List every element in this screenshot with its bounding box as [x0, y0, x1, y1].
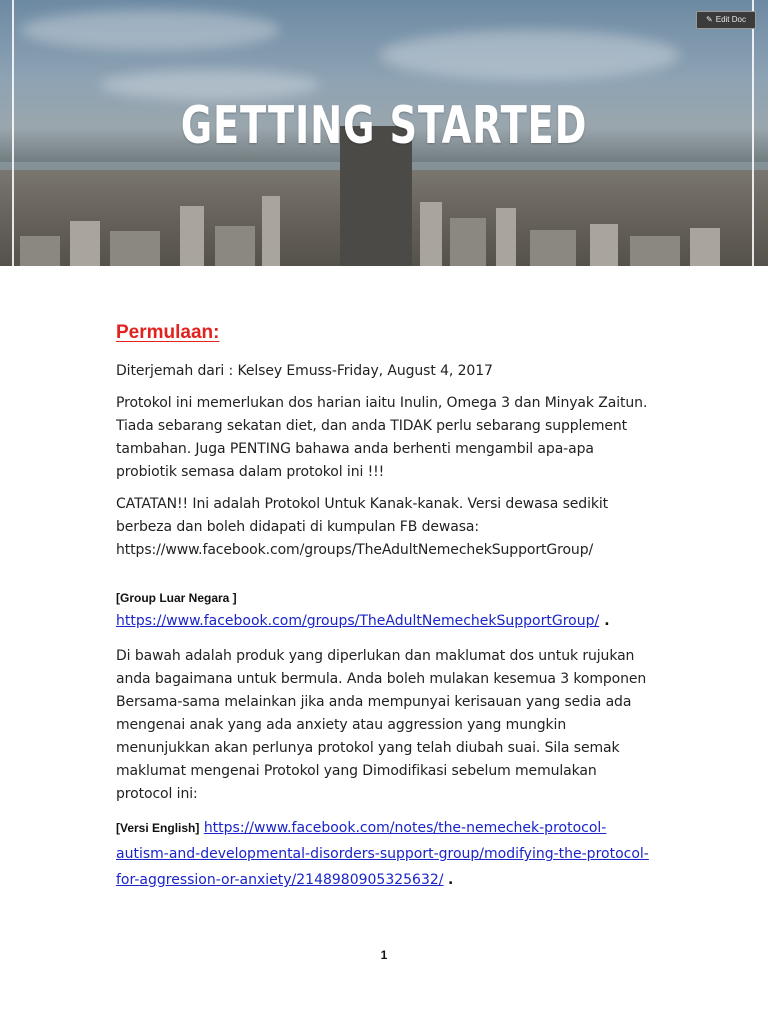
group-link-suffix: . — [604, 613, 610, 629]
header-banner — [0, 0, 768, 266]
paragraph-note: CATATAN!! Ini adalah Protokol Untuk Kanak-kanak. Versi dewasa sedikit berbeza dan boleh didapati di kumpulan FB dewasa: https://www.facebook.com/groups/TheAdultNemechekSupportGroup/ — [116, 496, 609, 558]
versi-link-suffix: . — [447, 872, 454, 888]
document-body — [116, 322, 656, 893]
group-link-line — [116, 610, 656, 631]
cloud-decoration — [20, 10, 280, 50]
frame-line-left — [12, 0, 14, 266]
group-label: [Group Luar Negara ] — [116, 591, 237, 605]
translated-from-line: Diterjemah dari : Kelsey Emuss-Friday, August 4, 2017 — [116, 363, 493, 379]
group-block — [116, 588, 656, 631]
paragraph-dosage: Protokol ini memerlukan dos harian iaitu Inulin, Omega 3 dan Minyak Zaitun. Tiada sebarang sekatan diet, dan anda TIDAK perlu sebarang supplement tambahan. Juga PENTING bahawa anda berhenti mengambil apa-apa probiotik semasa dalam protokol ini !!! — [116, 395, 648, 480]
frame-line-right — [752, 0, 754, 266]
paragraph-products: Di bawah adalah produk yang diperlukan dan maklumat dos untuk rujukan anda bagaimana untuk bermula. Anda boleh mulakan kesemua 3 komponen Bersama-sama melainkan jika anda mempunyai kerisauan yang sedia ada mengenai anak yang ada anxiety atau aggression yang mungkin menunjukkan akan perlunya protokol yang telah diubah suai. Sila semak maklumat mengenai Protokol yang Dimodifikasi sebelum memulakan protocol ini: — [116, 648, 647, 802]
versi-english-block — [116, 815, 656, 893]
edit-doc-label: Edit Doc — [715, 15, 746, 24]
edit-doc-button[interactable] — [696, 11, 756, 29]
group-link[interactable]: https://www.facebook.com/groups/TheAdultNemechekSupportGroup/ — [116, 613, 600, 629]
section-heading: Permulaan: — [116, 322, 220, 343]
page-number: 1 — [380, 948, 388, 962]
versi-label: [Versi English] — [116, 821, 200, 835]
page-title: GETTING STARTED — [180, 96, 588, 156]
cloud-decoration — [380, 30, 680, 80]
city-skyline — [0, 170, 768, 266]
pencil-icon: ✎ — [706, 15, 713, 24]
versi-link[interactable]: https://www.facebook.com/notes/the-nemechek-protocol-autism-and-developmental-disorders-support-group/modifying-the-protocol-for-aggression-or-anxiety/2148980905325632/ — [116, 820, 649, 888]
